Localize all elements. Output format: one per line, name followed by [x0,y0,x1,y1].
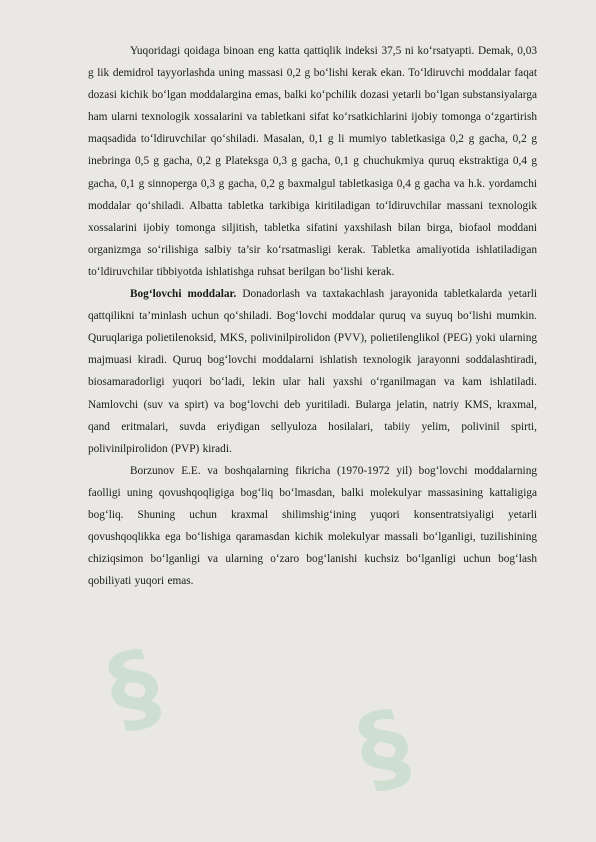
watermark-logo-right: § [346,687,422,809]
paragraph-binders [88,283,537,460]
watermark-logo-left: § [96,627,172,749]
document-body [88,40,537,592]
paragraph-heading: Bog‘lovchi moddalar. [130,288,237,301]
paragraph-borzunov [88,460,537,593]
paragraph-fillers [88,40,537,283]
paragraph-text: Yuqoridagi qoidaga binoan eng katta qattiqlik indeksi 37,5 ni ko‘rsatyapti. Demak, 0,03 g lik demidrol tayyorlashda uning massasi 0,2 g bo‘lishi kerak ekan. To‘ldiruvchi moddalar faqat dozasi kichik bo‘lgan moddalargina emas, balki ko‘pchilik dozasi yetarli bo‘lgan substansiyalarga ham ularni texnologik xossalarini va tabletkani sifat ko‘rsatkichlarini ijobiy tomonga o‘zgartirish maqsadida to‘ldiruvchilar qo‘shiladi. Masalan, 0,1 g li mumiyo tabletkasiga 0,2 g gacha, 0,2 g inebringa 0,5 g gacha, 0,2 g Plateksga 0,3 g gacha, 0,1 g chuchukmiya quruq ekstraktiga 0,4 g gacha, 0,1 g sinnoperga 0,3 g gacha, 0,2 g baxmalgul tabletkasiga 0,4 g gacha va h.k. yordamchi moddalar qo‘shiladi. Albatta tabletka tarkibiga kiritiladigan to‘ldiruvchilar massani texnologik xossalarini ijobiy tomonga siljitish, tabletka sifatini yaxshilash bilan birga, biofaol moddani organizmga so‘rilishiga salbiy ta’sir ko‘rsatmasligi kerak. Tabletka amaliyotida ishlatiladigan to‘ldiruvchilar tibbiyotda ishlatishga ruhsat berilgan bo‘lishi kerak. [88,45,537,278]
paragraph-text: Borzunov E.E. va boshqalarning fikricha (1970-1972 yil) bog‘lovchi moddalarning faolligi uning qovushqoqligiga bog‘liq bo‘lmasdan, balki molekulyar massasining kattaligiga bog‘liq. Shuning uchun kraxmal shilimshig‘ining yuqori konsentratsiyaligi yetarli qovushqoqlikka ega bo‘lishiga qaramasdan kichik molekulyar massali bo‘lganligi, tuzilishining chiziqsimon bo‘lganligi va ularning o‘zaro bog‘lanishi kuchsiz bo‘lganligi uchun bog‘lash qobiliyati yuqori emas. [88,464,537,588]
paragraph-text: Donadorlash va taxtakachlash jarayonida tabletkalarda yetarli qattqilikni ta’minlash uchun qo‘shiladi. Bog‘lovchi moddalar quruq va suyuq bo‘lishi mumkin. Quruqlariga polietilenoksid, MKS, polivinilpirolidon (PVV), polietilenglikol (PEG) yoki ularning majmuasi kiradi. Quruq bog‘lovchi moddalarni ishlatish texnologik jarayonni soddalashtiradi, biosamaradorligi yuqori bo‘ladi, lekin ular hali yaxshi o‘rganilmagan va kam ishlatiladi. Namlovchi (suv va spirt) va bog‘lovchi deb yuritiladi. Bularga jelatin, natriy KMS, kraxmal, qand eritmalari, suvda eriydigan sellyuloza hosilalari, tabiiy yelim, polivinil spirti, polivinilpirolidon (PVP) kiradi. [88,288,537,455]
